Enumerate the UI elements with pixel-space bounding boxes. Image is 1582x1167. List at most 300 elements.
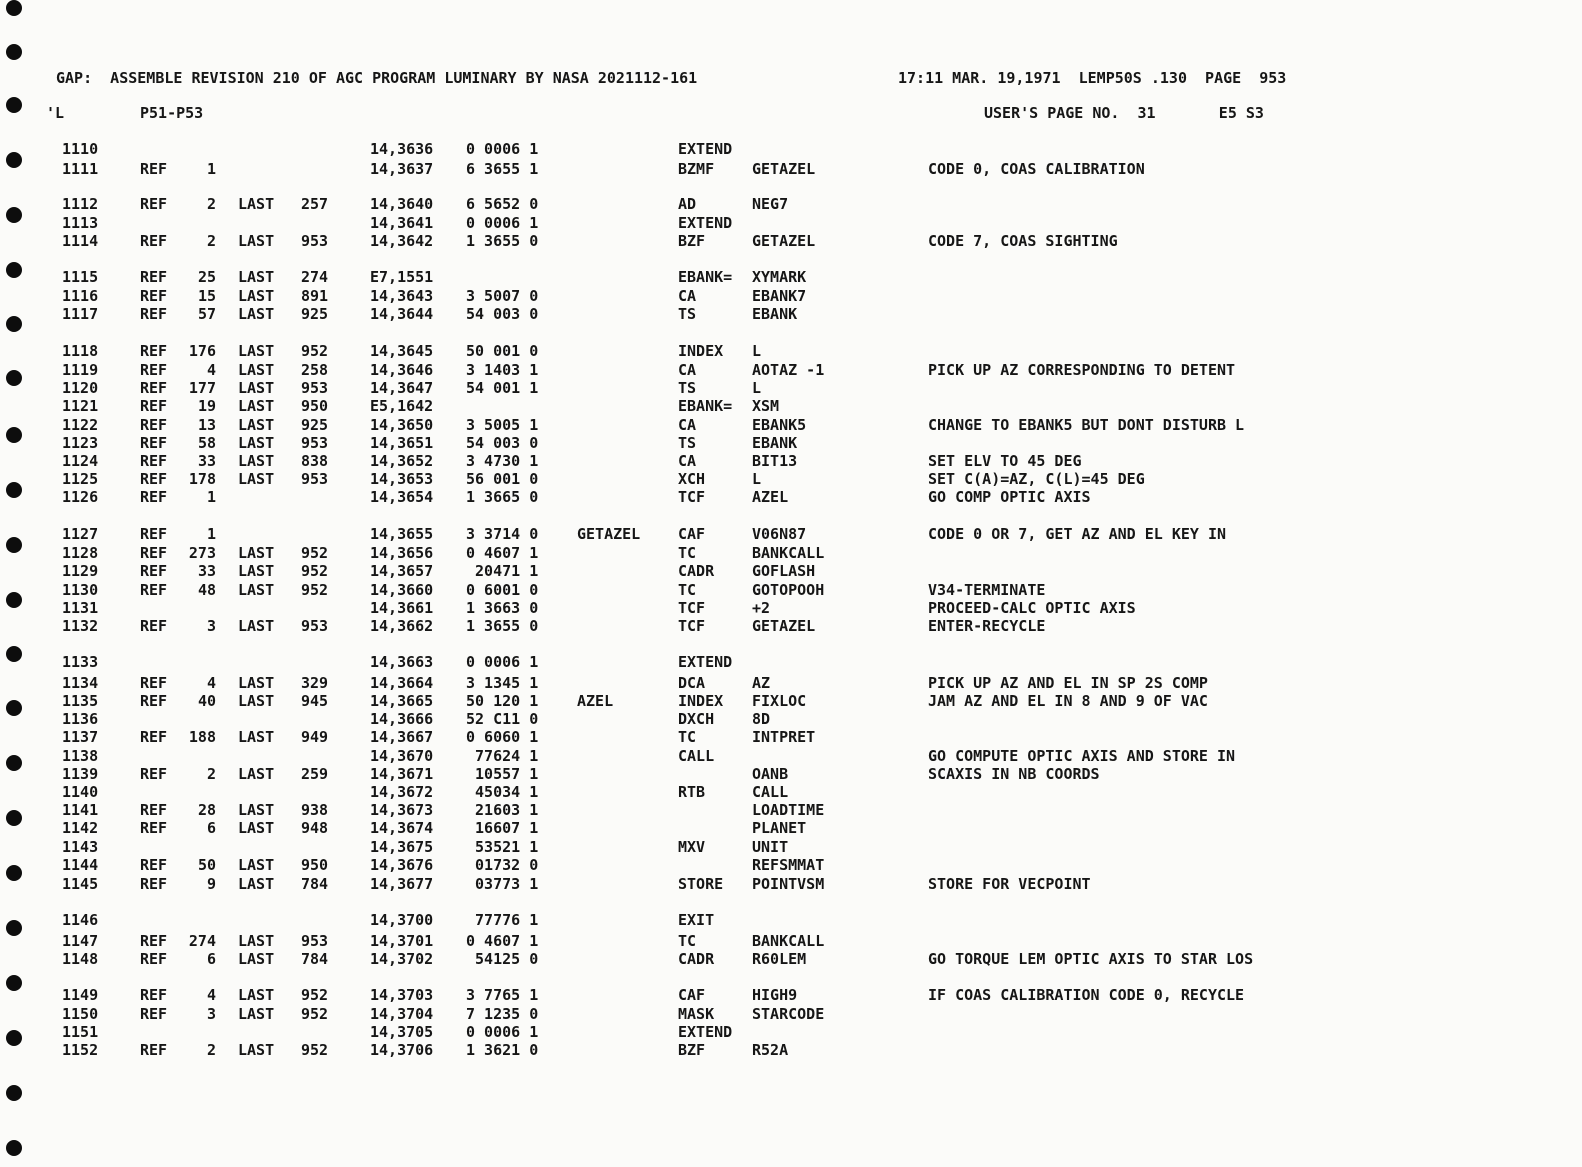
cell-num: 1145 [62,875,99,893]
cell-addr: E5,1642 [370,397,434,415]
cell-word: 0 6060 1 [466,728,539,746]
cell-refn: 57 [197,305,216,323]
cell-addr: 14,3644 [370,305,434,323]
cell-ref: REF [140,617,168,635]
cell-last: LAST [238,397,275,415]
cell-lastn: 953 [301,617,329,635]
listing-row [0,434,1582,452]
cell-word: 6 3655 1 [466,160,539,178]
cell-operand: NEG7 [752,195,789,213]
cell-last: LAST [238,232,275,250]
cell-addr: 14,3705 [370,1023,434,1041]
cell-op: EXTEND [678,653,733,671]
cell-op: TC [678,544,697,562]
cell-num: 1147 [62,932,99,950]
listing-row [0,195,1582,213]
cell-refn: 6 [206,950,216,968]
cell-refn: 2 [206,1041,216,1059]
cell-last: LAST [238,728,275,746]
cell-comment: STORE FOR VECPOINT [928,875,1091,893]
cell-operand: HIGH9 [752,986,798,1004]
cell-last: LAST [238,950,275,968]
cell-operand: AZ [752,674,771,692]
cell-op: DCA [678,674,706,692]
cell-ref: REF [140,342,168,360]
cell-ref: REF [140,544,168,562]
listing-row [0,232,1582,250]
cell-lastn: 948 [301,819,329,837]
cell-word: 0 0006 1 [466,1023,539,1041]
cell-op: BZMF [678,160,715,178]
cell-num: 1114 [62,232,99,250]
punch-hole [6,44,22,60]
cell-word: 0 0006 1 [466,653,539,671]
punch-hole [6,0,22,16]
punch-hole [6,1085,22,1101]
cell-comment: V34-TERMINATE [928,581,1046,599]
cell-addr: 14,3663 [370,653,434,671]
listing-row [0,305,1582,323]
cell-refn: 178 [188,470,216,488]
cell-op: DXCH [678,710,715,728]
cell-word: 3 7765 1 [466,986,539,1004]
cell-refn: 13 [197,416,216,434]
cell-word: 0 6001 0 [466,581,539,599]
cell-ref: REF [140,470,168,488]
listing-subheader [0,104,1582,128]
cell-num: 1135 [62,692,99,710]
cell-refn: 40 [197,692,216,710]
cell-comment: IF COAS CALIBRATION CODE 0, RECYCLE [928,986,1245,1004]
cell-operand: REFSMMAT [752,856,825,874]
cell-last: LAST [238,765,275,783]
cell-lastn: 925 [301,305,329,323]
cell-num: 1148 [62,950,99,968]
listing-row [0,342,1582,360]
cell-ref: REF [140,875,168,893]
cell-lastn: 952 [301,544,329,562]
cell-word: 54 001 1 [466,379,539,397]
listing-header [0,69,1582,93]
cell-num: 1113 [62,214,99,232]
cell-addr: 14,3640 [370,195,434,213]
listing-row [0,214,1582,232]
listing-row [0,599,1582,617]
cell-word: 10557 1 [466,765,539,783]
cell-lastn: 952 [301,562,329,580]
cell-num: 1151 [62,1023,99,1041]
cell-num: 1112 [62,195,99,213]
cell-word: 50 001 0 [466,342,539,360]
cell-ref: REF [140,379,168,397]
cell-operand: L [752,470,762,488]
cell-last: LAST [238,470,275,488]
cell-addr: 14,3701 [370,932,434,950]
cell-comment: CODE 0 OR 7, GET AZ AND EL KEY IN [928,525,1227,543]
cell-word: 77776 1 [466,911,539,929]
cell-num: 1144 [62,856,99,874]
cell-last: LAST [238,875,275,893]
cell-ref: REF [140,160,168,178]
cell-num: 1133 [62,653,99,671]
cell-word: 3 1345 1 [466,674,539,692]
cell-num: 1124 [62,452,99,470]
cell-ref: REF [140,305,168,323]
cell-ref: REF [140,581,168,599]
cell-addr: 14,3667 [370,728,434,746]
cell-refn: 4 [206,986,216,1004]
listing-row [0,1023,1582,1041]
cell-word: 20471 1 [466,562,539,580]
cell-op: CAF [678,986,706,1004]
cell-lastn: 953 [301,232,329,250]
cell-num: 1120 [62,379,99,397]
cell-refn: 4 [206,361,216,379]
cell-num: 1119 [62,361,99,379]
cell-num: 1146 [62,911,99,929]
cell-operand: STARCODE [752,1005,825,1023]
listing-row [0,617,1582,635]
header-date-page: 17:11 MAR. 19,1971 LEMP50S .130 PAGE 953 [898,69,1287,87]
cell-comment: GO COMP OPTIC AXIS [928,488,1091,506]
cell-ref: REF [140,232,168,250]
cell-num: 1142 [62,819,99,837]
cell-word: 53521 1 [466,838,539,856]
cell-ref: REF [140,801,168,819]
cell-lastn: 784 [301,875,329,893]
cell-addr: 14,3666 [370,710,434,728]
listing-row [0,361,1582,379]
cell-last: LAST [238,986,275,1004]
cell-lastn: 949 [301,728,329,746]
cell-word: 0 4607 1 [466,932,539,950]
cell-last: LAST [238,342,275,360]
listing-row [0,1041,1582,1059]
cell-ref: REF [140,765,168,783]
listing-row [0,856,1582,874]
cell-word: 3 5007 0 [466,287,539,305]
cell-lastn: 953 [301,470,329,488]
cell-num: 1116 [62,287,99,305]
cell-addr: 14,3653 [370,470,434,488]
cell-lastn: 925 [301,416,329,434]
cell-op: EBANK= [678,268,733,286]
cell-comment: SET ELV TO 45 DEG [928,452,1082,470]
cell-lastn: 952 [301,1041,329,1059]
cell-num: 1136 [62,710,99,728]
cell-lastn: 953 [301,434,329,452]
section-name: P51-P53 [140,104,204,122]
listing-row [0,875,1582,893]
cell-ref: REF [140,1041,168,1059]
cell-addr: 14,3637 [370,160,434,178]
listing-row [0,710,1582,728]
cell-addr: 14,3645 [370,342,434,360]
cell-num: 1121 [62,397,99,415]
subheader-marker: 'L [46,104,65,122]
cell-lastn: 258 [301,361,329,379]
cell-refn: 33 [197,452,216,470]
cell-word: 0 0006 1 [466,214,539,232]
cell-op: TCF [678,599,706,617]
listing-row [0,986,1582,1004]
cell-last: LAST [238,361,275,379]
cell-last: LAST [238,674,275,692]
cell-last: LAST [238,932,275,950]
cell-lastn: 259 [301,765,329,783]
cell-comment: SET C(A)=AZ, C(L)=45 DEG [928,470,1145,488]
cell-num: 1115 [62,268,99,286]
cell-word: 54 003 0 [466,434,539,452]
cell-refn: 4 [206,674,216,692]
cell-op: EXTEND [678,1023,733,1041]
cell-op: TC [678,728,697,746]
listing-row [0,950,1582,968]
cell-refn: 1 [206,525,216,543]
cell-operand: L [752,379,762,397]
cell-addr: 14,3664 [370,674,434,692]
cell-comment: JAM AZ AND EL IN 8 AND 9 OF VAC [928,692,1208,710]
cell-addr: 14,3656 [370,544,434,562]
listing-row [0,452,1582,470]
cell-addr: 14,3671 [370,765,434,783]
listing-row [0,819,1582,837]
cell-op: BZF [678,1041,706,1059]
cell-operand: OANB [752,765,789,783]
cell-ref: REF [140,692,168,710]
cell-op: BZF [678,232,706,250]
cell-num: 1110 [62,140,99,158]
listing-row [0,140,1582,158]
listing-row [0,525,1582,543]
cell-word: 0 4607 1 [466,544,539,562]
cell-word: 54125 0 [466,950,539,968]
cell-num: 1141 [62,801,99,819]
cell-ref: REF [140,452,168,470]
cell-addr: 14,3675 [370,838,434,856]
cell-word: 01732 0 [466,856,539,874]
cell-lastn: 952 [301,342,329,360]
cell-addr: 14,3673 [370,801,434,819]
cell-addr: 14,3647 [370,379,434,397]
cell-refn: 176 [188,342,216,360]
cell-ref: REF [140,525,168,543]
cell-word: 54 003 0 [466,305,539,323]
cell-addr: 14,3703 [370,986,434,1004]
cell-operand: XYMARK [752,268,807,286]
cell-ref: REF [140,950,168,968]
cell-ref: REF [140,1005,168,1023]
cell-last: LAST [238,692,275,710]
cell-operand: 8D [752,710,771,728]
cell-op: MXV [678,838,706,856]
cell-last: LAST [238,544,275,562]
cell-last: LAST [238,379,275,397]
cell-last: LAST [238,801,275,819]
cell-last: LAST [238,305,275,323]
cell-word: 3 5005 1 [466,416,539,434]
cell-refn: 177 [188,379,216,397]
cell-op: CA [678,287,697,305]
listing-row [0,801,1582,819]
cell-addr: 14,3665 [370,692,434,710]
listing-row [0,488,1582,506]
cell-num: 1130 [62,581,99,599]
cell-op: EBANK= [678,397,733,415]
cell-operand: GOFLASH [752,562,816,580]
cell-op: CALL [678,747,715,765]
cell-last: LAST [238,617,275,635]
cell-last: LAST [238,452,275,470]
cell-operand: GOTOPOOH [752,581,825,599]
cell-lastn: 953 [301,379,329,397]
cell-num: 1140 [62,783,99,801]
cell-lastn: 257 [301,195,329,213]
cell-num: 1117 [62,305,99,323]
cell-operand: XSM [752,397,780,415]
cell-refn: 48 [197,581,216,599]
cell-operand: EBANK [752,305,798,323]
cell-ref: REF [140,986,168,1004]
listing-row [0,581,1582,599]
punch-hole [6,1140,22,1156]
cell-num: 1134 [62,674,99,692]
cell-lastn: 950 [301,856,329,874]
cell-ref: REF [140,416,168,434]
cell-operand: BIT13 [752,452,798,470]
cell-refn: 188 [188,728,216,746]
cell-refn: 3 [206,617,216,635]
listing-row [0,692,1582,710]
cell-refn: 2 [206,195,216,213]
listing-row [0,1005,1582,1023]
cell-refn: 9 [206,875,216,893]
cell-op: CA [678,361,697,379]
cell-lastn: 784 [301,950,329,968]
cell-ref: REF [140,268,168,286]
cell-op: INDEX [678,342,724,360]
cell-operand: R60LEM [752,950,807,968]
cell-word: 7 1235 0 [466,1005,539,1023]
cell-word: 3 4730 1 [466,452,539,470]
cell-addr: 14,3641 [370,214,434,232]
listing-row [0,379,1582,397]
cell-ref: REF [140,488,168,506]
cell-addr: 14,3700 [370,911,434,929]
cell-word: 1 3663 0 [466,599,539,617]
cell-last: LAST [238,287,275,305]
cell-word: 50 120 1 [466,692,539,710]
cell-num: 1126 [62,488,99,506]
cell-comment: PROCEED-CALC OPTIC AXIS [928,599,1136,617]
cell-op: EXTEND [678,140,733,158]
listing-row [0,397,1582,415]
listing-row [0,470,1582,488]
cell-addr: 14,3662 [370,617,434,635]
cell-num: 1127 [62,525,99,543]
cell-ref: REF [140,728,168,746]
cell-num: 1123 [62,434,99,452]
listing-row [0,838,1582,856]
cell-addr: 14,3676 [370,856,434,874]
cell-ref: REF [140,361,168,379]
cell-op: TS [678,379,697,397]
cell-refn: 1 [206,488,216,506]
cell-num: 1125 [62,470,99,488]
listing-row [0,562,1582,580]
cell-addr: 14,3651 [370,434,434,452]
cell-ref: REF [140,856,168,874]
cell-last: LAST [238,1005,275,1023]
cell-refn: 6 [206,819,216,837]
cell-lastn: 891 [301,287,329,305]
cell-addr: 14,3636 [370,140,434,158]
cell-last: LAST [238,562,275,580]
cell-word: 3 1403 1 [466,361,539,379]
cell-addr: 14,3677 [370,875,434,893]
cell-label: AZEL [577,692,614,710]
cell-last: LAST [238,581,275,599]
cell-operand: EBANK5 [752,416,807,434]
cell-num: 1128 [62,544,99,562]
cell-lastn: 274 [301,268,329,286]
cell-word: 1 3665 0 [466,488,539,506]
cell-addr: 14,3655 [370,525,434,543]
cell-operand: GETAZEL [752,160,816,178]
cell-ref: REF [140,674,168,692]
cell-num: 1143 [62,838,99,856]
cell-lastn: 950 [301,397,329,415]
cell-word: 1 3621 0 [466,1041,539,1059]
listing-row [0,268,1582,286]
cell-lastn: 938 [301,801,329,819]
cell-num: 1152 [62,1041,99,1059]
listing-row [0,653,1582,671]
cell-operand: LOADTIME [752,801,825,819]
cell-operand: R52A [752,1041,789,1059]
cell-num: 1149 [62,986,99,1004]
cell-op: TS [678,305,697,323]
cell-word: 0 0006 1 [466,140,539,158]
listing-row [0,416,1582,434]
listing-row [0,747,1582,765]
cell-word: 16607 1 [466,819,539,837]
cell-op: EXIT [678,911,715,929]
cell-op: TC [678,581,697,599]
cell-op: TCF [678,488,706,506]
cell-ref: REF [140,195,168,213]
cell-comment: GO TORQUE LEM OPTIC AXIS TO STAR LOS [928,950,1254,968]
cell-comment: PICK UP AZ CORRESPONDING TO DETENT [928,361,1236,379]
listing-row [0,674,1582,692]
cell-word: 77624 1 [466,747,539,765]
cell-op: CA [678,416,697,434]
cell-op: RTB [678,783,706,801]
cell-op: EXTEND [678,214,733,232]
cell-comment: CHANGE TO EBANK5 BUT DONT DISTURB L [928,416,1245,434]
cell-refn: 274 [188,932,216,950]
cell-refn: 273 [188,544,216,562]
cell-last: LAST [238,1041,275,1059]
cell-last: LAST [238,856,275,874]
users-page-number: USER'S PAGE NO. 31 E5 S3 [984,104,1264,122]
cell-num: 1138 [62,747,99,765]
cell-operand: GETAZEL [752,617,816,635]
cell-op: AD [678,195,697,213]
cell-num: 1122 [62,416,99,434]
cell-refn: 1 [206,160,216,178]
cell-num: 1111 [62,160,99,178]
